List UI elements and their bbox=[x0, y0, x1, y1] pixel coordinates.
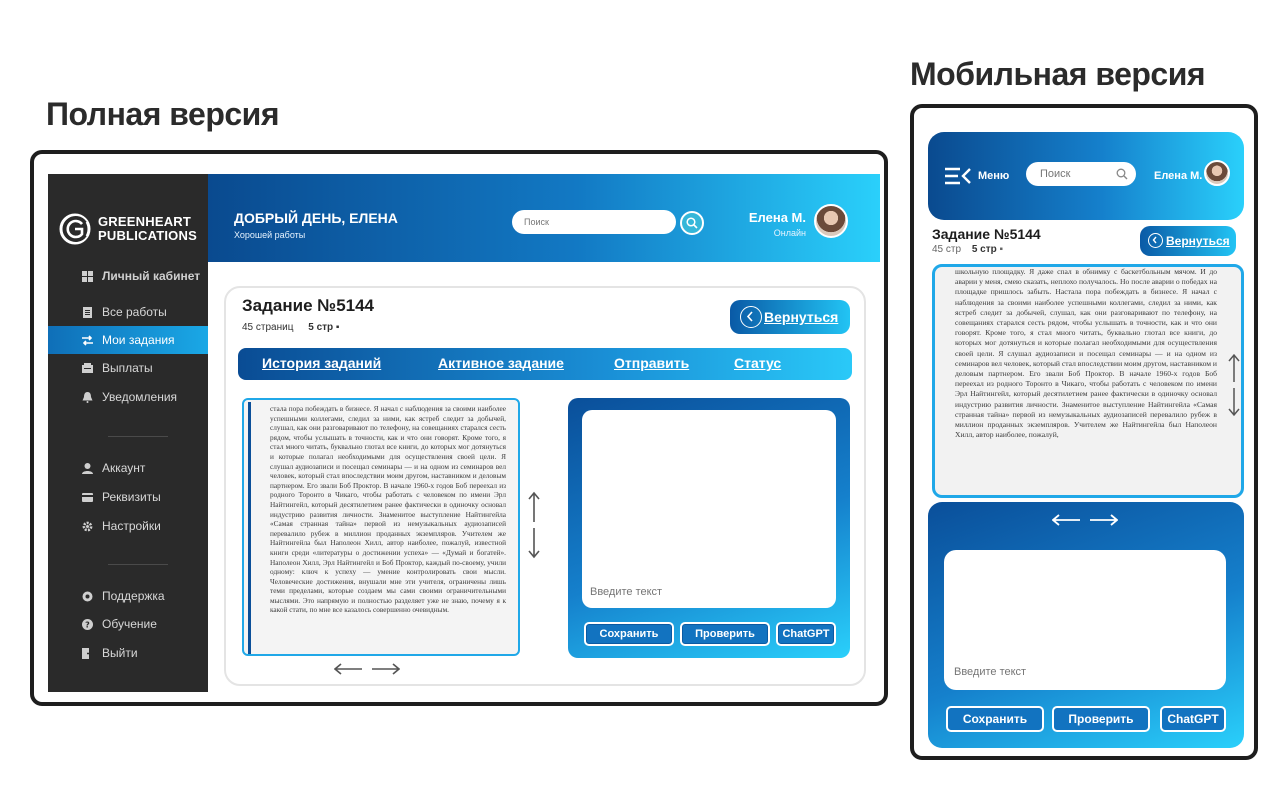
dashboard-icon bbox=[82, 271, 93, 282]
greeting-subtitle: Хорошей работы bbox=[234, 230, 306, 240]
document-icon bbox=[82, 307, 93, 318]
chatgpt-button[interactable]: ChatGPT bbox=[776, 622, 836, 646]
mobile-user-name: Елена М. bbox=[1154, 170, 1203, 182]
tab-status[interactable]: Статус bbox=[734, 355, 782, 371]
sidebar-item-label: Уведомления bbox=[102, 390, 178, 404]
sidebar-item-label: Реквизиты bbox=[102, 490, 161, 504]
sidebar-item-label: Мои задания bbox=[102, 333, 175, 347]
search-icon bbox=[686, 217, 698, 229]
task-panel bbox=[224, 286, 866, 686]
card-icon bbox=[82, 492, 93, 503]
mobile-task-pages: 45 стр bbox=[932, 244, 962, 255]
payments-icon bbox=[82, 363, 93, 374]
sidebar-item-support[interactable] bbox=[48, 582, 208, 610]
tab-active-task[interactable]: Активное задание bbox=[438, 355, 564, 371]
sidebar-item-learning[interactable] bbox=[48, 610, 208, 638]
greeting-title: ДОБРЫЙ ДЕНЬ, ЕЛЕНА bbox=[234, 210, 398, 226]
logout-icon bbox=[82, 648, 93, 659]
search-input[interactable] bbox=[512, 210, 676, 234]
mobile-frame bbox=[910, 104, 1258, 760]
mobile-save-button[interactable]: Сохранить bbox=[946, 706, 1044, 732]
sidebar-item-label: Личный кабинет bbox=[102, 269, 201, 283]
sidebar-item-payments[interactable] bbox=[48, 354, 208, 382]
editor-card bbox=[568, 398, 850, 658]
mobile-text-editor[interactable] bbox=[944, 550, 1226, 690]
sidebar-item-label: Выйти bbox=[102, 646, 138, 660]
mobile-task-page-count: 5 стр bbox=[971, 244, 997, 255]
search-button[interactable] bbox=[680, 211, 704, 235]
mobile-version-heading: Мобильная версия bbox=[910, 56, 1206, 92]
brand-logo[interactable] bbox=[58, 212, 197, 246]
brand-line1: GREENHEART bbox=[98, 214, 192, 229]
user-icon bbox=[82, 463, 93, 474]
user-name: Елена М. bbox=[748, 210, 806, 225]
task-tabs bbox=[238, 348, 852, 380]
task-meta: 45 страниц 5 стр ▪ bbox=[242, 322, 340, 333]
sidebar-item-label: Настройки bbox=[102, 519, 161, 533]
sidebar-item-dashboard[interactable] bbox=[48, 262, 208, 290]
swap-icon bbox=[82, 335, 93, 346]
sidebar-item-label: Обучение bbox=[102, 617, 157, 631]
text-editor[interactable] bbox=[582, 410, 836, 608]
top-header bbox=[208, 174, 880, 262]
tab-send[interactable]: Отправить bbox=[614, 355, 690, 371]
mobile-document-text: школьную площадку. Я даже спал в обнимку с баскетбольным мячом. И до аварии у меня, смею сказать, неплохо получалось. Но после аварии о победах на площадке пришлось забыть. Настала пора побеждать в бизнесе. Я начал с наблюдения за своими наиболее успешными коллегами, следил за ними, как ястреб следит за добычей, слушал, как они разговаривают по телефону, на совещаниях старался сесть рядом, чтобы услышать в точности, как и что они говорят. Кроме того, я стал много читать, буквально глотал все книги, до которых мог дотянуться и которые полагал необходимыми для осуществления своей цели. Я слушал аудиозаписи и посещал семинары — и на одном из семинаров вел человек, который стал впоследствии моим другом, наставником и деловым партнером. Его звали Боб Проктор. В начале 1960-х годов Боб переехал из родного Торонто в Чикаго, чтобы работать с человеком по имени Эрл Найтингейл, который десятилетием ранее фактически в одиночку основал индустрию развития личности. Знаменитое выступление Найтингейла «Самая странная тайна» первой из немузыкальных аудиозаписей перевалило рубеж в миллион проданных экземпляров. Учителем же Найтингейла был Наполеон Хилл, автор наиболее, пожалуй, bbox=[955, 267, 1217, 440]
mobile-back-button[interactable] bbox=[1140, 226, 1236, 256]
sidebar-item-label: Аккаунт bbox=[102, 461, 146, 475]
search-icon[interactable] bbox=[1116, 168, 1128, 180]
chevron-left-icon bbox=[740, 306, 762, 328]
check-button[interactable]: Проверить bbox=[680, 622, 770, 646]
sidebar-item-requisites[interactable] bbox=[48, 483, 208, 511]
task-title: Задание №5144 bbox=[242, 296, 375, 315]
horizontal-scroll-arrows-icon[interactable] bbox=[334, 662, 400, 676]
mobile-document-viewer[interactable] bbox=[932, 264, 1244, 498]
sidebar-item-notifications[interactable] bbox=[48, 383, 208, 411]
full-version-heading: Полная версия bbox=[46, 96, 279, 132]
sidebar-divider bbox=[108, 564, 168, 565]
sidebar-item-logout[interactable] bbox=[48, 639, 208, 667]
gear-icon bbox=[82, 521, 93, 532]
menu-icon[interactable] bbox=[944, 166, 972, 186]
avatar[interactable] bbox=[814, 204, 848, 238]
sidebar-item-label: Выплаты bbox=[102, 361, 153, 375]
mobile-check-button[interactable]: Проверить bbox=[1052, 706, 1150, 732]
mobile-header bbox=[928, 132, 1244, 220]
vertical-scroll-arrows-icon[interactable] bbox=[1227, 353, 1241, 417]
support-icon bbox=[82, 591, 93, 602]
sidebar-item-label: Поддержка bbox=[102, 589, 165, 603]
back-button[interactable] bbox=[730, 300, 850, 334]
horizontal-scroll-arrows-icon[interactable] bbox=[1052, 512, 1118, 528]
back-button-label: Вернуться bbox=[764, 309, 839, 325]
mobile-task-title: Задание №5144 bbox=[932, 226, 1041, 242]
bell-icon bbox=[82, 392, 93, 403]
sidebar-item-all-works[interactable] bbox=[48, 298, 208, 326]
mobile-chatgpt-button[interactable]: ChatGPT bbox=[1160, 706, 1226, 732]
sidebar-item-my-tasks[interactable] bbox=[48, 326, 208, 354]
sidebar-item-account[interactable] bbox=[48, 454, 208, 482]
user-status: Онлайн bbox=[773, 228, 806, 238]
menu-label[interactable]: Меню bbox=[978, 170, 1010, 182]
desktop-frame bbox=[30, 150, 888, 706]
document-viewer[interactable] bbox=[242, 398, 520, 656]
greenheart-logo-icon bbox=[58, 212, 92, 246]
mobile-avatar[interactable] bbox=[1204, 160, 1230, 186]
task-pages: 45 страниц bbox=[242, 322, 294, 333]
mobile-editor-card bbox=[928, 502, 1244, 748]
brand-line2: PUBLICATIONS bbox=[98, 228, 197, 243]
mobile-task-meta: 45 стр 5 стр ▪ bbox=[932, 244, 1004, 255]
save-button[interactable]: Сохранить bbox=[584, 622, 674, 646]
sidebar-item-label: Все работы bbox=[102, 305, 167, 319]
sidebar bbox=[48, 174, 208, 692]
vertical-scroll-arrows-icon[interactable] bbox=[526, 490, 542, 560]
help-icon bbox=[82, 619, 93, 630]
chevron-left-icon bbox=[1148, 233, 1163, 248]
svg-text:?: ? bbox=[85, 620, 90, 629]
sidebar-divider bbox=[108, 436, 168, 437]
task-page-count: 5 стр bbox=[308, 322, 334, 333]
document-text: стала пора побеждать в бизнесе. Я начал с наблюдения за своими наиболее успешными коллегами, следил за ними, как ястреб следит за добычей, слушал, как они разговаривают по телефону, на совещаниях старался сесть рядом, чтобы услышать в точности, как и что они говорят. Кроме того, я стал много читать, буквально глотал все книги, до которых мог дотянуться и которые полагал необходимыми для осуществления своей цели. Я слушал аудиозаписи и посещал семинары — и на одном из семинаров вел человек, который стал впоследствии моим другом, наставником и деловым партнером. Его звали Боб Проктор. В начале 1960-х годов Боб переехал из родного Торонто в Чикаго, чтобы работать с человеком по имени Эрл Найтингейл, который десятилетием ранее фактически в одиночку основал индустрию развития личности. Знаменитое выступление Найтингейла «Самая странная тайна» первой из немузыкальных аудиозаписей перевалило рубеж в миллион проданных экземпляров. Учителем же Найтингейла был Наполеон Хилл, автор наиболее, пожалуй, известной книги среди «литературы о достижении успеха» — «Думай и богатей». Наполеон Хилл, Эрл Найтингейл и Боб Проктор, каждый по-своему, учили одному: ключ к успеху — умение контролировать свои мысли. Человеческие достижения, внушали мне эти учителя, ограничены лишь теми пределами, которые создаем мы сами своими ограничительными мыслями. Это напрямую и полностью разделяет уже не знаю, почему я к какой стати, по мне все казалось совершенно очевидным. bbox=[270, 404, 506, 615]
mobile-back-label: Вернуться bbox=[1166, 234, 1230, 248]
tab-history[interactable]: История заданий bbox=[262, 355, 382, 371]
sidebar-item-settings[interactable] bbox=[48, 512, 208, 540]
